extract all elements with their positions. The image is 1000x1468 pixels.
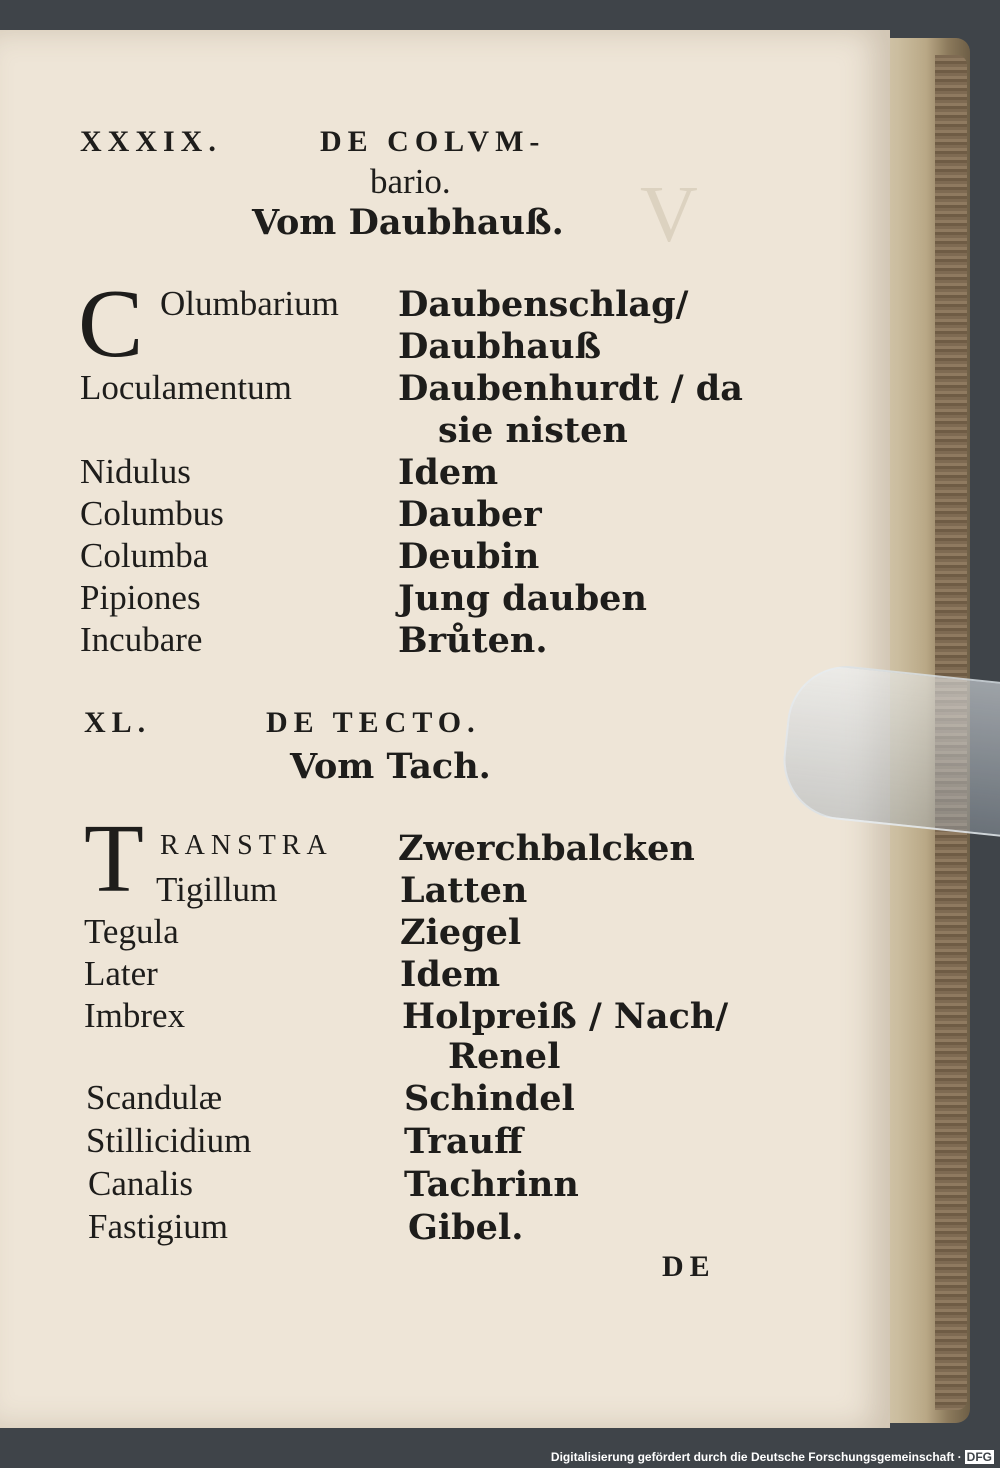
- section1-latin-8: Incubare: [80, 620, 203, 659]
- section1-heading-continuation: bario.: [370, 162, 451, 201]
- section1-latin-5: Columbus: [80, 494, 224, 533]
- section1-german-7: Jung dauben: [398, 578, 647, 619]
- section2-latin-8: Canalis: [88, 1164, 193, 1203]
- section2-latin-0: RANSTRA: [160, 830, 333, 861]
- section2-latin-9: Fastigium: [88, 1207, 229, 1246]
- section1-german-1: Daubhauß: [398, 326, 602, 367]
- section2-german-4: Holpreiß / Nach/: [402, 996, 729, 1037]
- section2-german-7: Trauff: [404, 1121, 523, 1162]
- section2-german-0: Zwerchbalcken: [398, 828, 695, 869]
- bleed-through-decoration: V: [640, 171, 698, 259]
- section1-subheading: Vom Daubhauß.: [252, 202, 564, 243]
- section2-latin-1: Tigillum: [156, 870, 278, 909]
- digitization-footer: [551, 1450, 994, 1464]
- section2-german-9: Gibel.: [408, 1207, 524, 1248]
- section1-dropcap: C: [78, 270, 144, 378]
- section2-heading-number: XL.: [84, 706, 152, 739]
- section1-german-6: Deubin: [398, 536, 540, 577]
- section1-german-4: Idem: [398, 452, 499, 493]
- section1-heading-title: DE COLVM-: [320, 125, 546, 158]
- dfg-logo: DFG: [966, 1450, 992, 1464]
- footer-text: Digitalisierung gefördert durch die Deutsche Forschungsgemeinschaft ·: [550, 1450, 962, 1464]
- section2-german-5: Renel: [448, 1036, 561, 1077]
- section2-german-2: Ziegel: [400, 912, 522, 953]
- section2-latin-7: Stillicidium: [86, 1121, 252, 1160]
- section1-german-5: Dauber: [398, 494, 542, 535]
- section1-latin-7: Pipiones: [80, 578, 201, 617]
- section1-latin-4: Nidulus: [80, 452, 191, 491]
- section2-german-3: Idem: [400, 954, 501, 995]
- section1-latin-0: Olumbarium: [160, 284, 339, 323]
- section1-german-0: Daubenschlag/: [398, 284, 689, 325]
- section1-german-2: Daubenhurdt / da: [398, 368, 743, 409]
- catchword: DE: [662, 1250, 716, 1283]
- section2-german-8: Tachrinn: [404, 1164, 579, 1205]
- section1-latin-2: Loculamentum: [80, 368, 292, 407]
- section2-dropcap: T: [84, 805, 144, 913]
- section1-latin-6: Columba: [80, 536, 209, 575]
- section2-subheading: Vom Tach.: [290, 746, 491, 787]
- section2-latin-4: Imbrex: [84, 996, 186, 1035]
- section2-heading-title: DE TECTO.: [266, 706, 481, 739]
- section1-heading-number: XXXIX.: [80, 125, 222, 158]
- section2-german-6: Schindel: [404, 1078, 575, 1119]
- section2-latin-3: Later: [84, 954, 158, 993]
- section1-german-3: sie nisten: [438, 410, 628, 451]
- section2-german-1: Latten: [400, 870, 528, 911]
- section2-latin-2: Tegula: [84, 912, 179, 951]
- section1-german-8: Brůten.: [398, 620, 548, 661]
- section2-latin-6: Scandulæ: [86, 1078, 223, 1117]
